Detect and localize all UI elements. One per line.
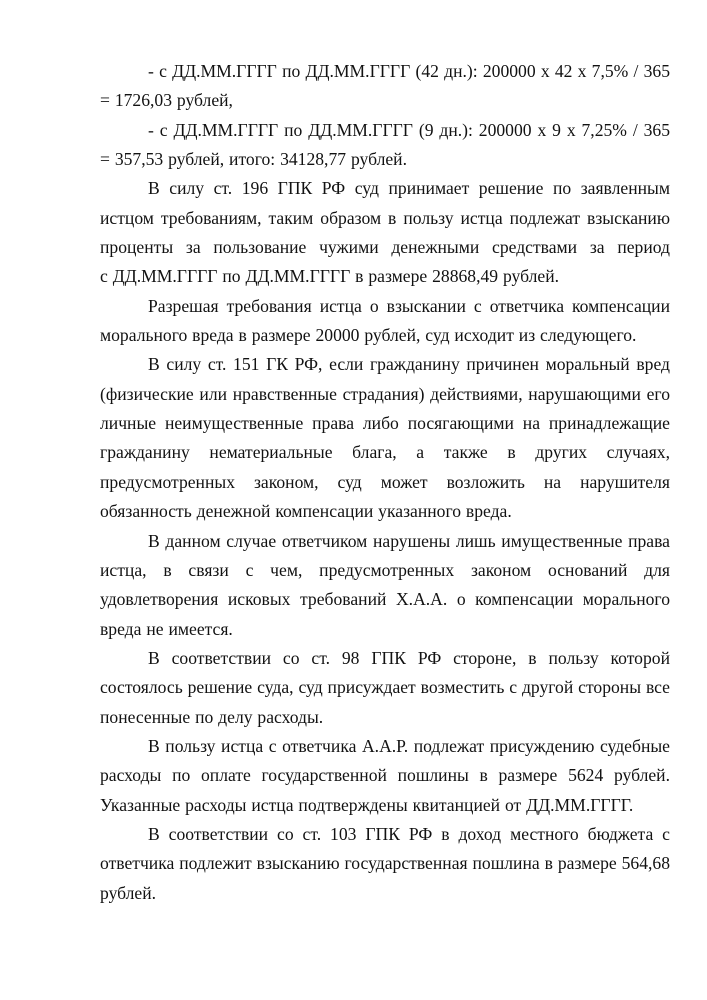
paragraph-interest-calc-42-days: - с ДД.ММ.ГГГГ по ДД.ММ.ГГГГ (42 дн.): 200000 х 42 х 7,5% / 365 = 1726,03 рублей, bbox=[100, 61, 670, 111]
paragraph-art-98-gpk: В соответствии со ст. 98 ГПК РФ стороне, в пользу которой состоялось решение суда, суд присуждает возместить с другой стороны все понесенные по делу расходы. bbox=[100, 647, 670, 727]
paragraph-moral-damages-claim: Разрешая требования истца о взыскании с ответчика компенсации морального вреда в размере 20000 рублей, суд исходит из следующего. bbox=[100, 295, 670, 346]
paragraph-court-fees-awarded: В пользу истца с ответчика А.А.Р. подлежат присуждению судебные расходы по оплате государственной пошлины в размере 5624 рублей. Указанные расходы истца подтверждены квитанцией от ДД.ММ.ГГГГ. bbox=[100, 735, 670, 815]
paragraph-moral-damages-denied: В данном случае ответчиком нарушены лишь имущественные права истца, в связи с чем, предусмотренных законом оснований для удовлетворения исковых требований Х.А.А. о компенсации морального вреда не имеется. bbox=[100, 530, 670, 639]
paragraph-interest-calc-9-days-total: - с ДД.ММ.ГГГГ по ДД.ММ.ГГГГ (9 дн.): 200000 х 9 х 7,25% / 365 = 357,53 рублей, итого: 34128,77 рублей. bbox=[100, 119, 670, 170]
document-text-block bbox=[100, 57, 670, 908]
paragraph-art-151-gk: В силу ст. 151 ГК РФ, если гражданину причинен моральный вред (физические или нравственные страдания) действиями, нарушающими его личные неимущественные права либо посягающими на принадлежащие гражданину нематериальные блага, а также в других случаях, предусмотренных законом, суд может возложить на нарушителя обязанность денежной компенсации указанного вреда. bbox=[100, 354, 670, 522]
paragraph-art-196-gpk: В силу ст. 196 ГПК РФ суд принимает решение по заявленным истцом требованиям, таким образом в пользу истца подлежат взысканию проценты за пользование чужими денежными средствами за период с ДД.ММ.ГГГГ по ДД.ММ.ГГГГ в размере 28868,49 рублей. bbox=[100, 178, 670, 287]
paragraph-art-103-gpk: В соответствии со ст. 103 ГПК РФ в доход местного бюджета с ответчика подлежит взысканию государственная пошлина в размере 564,68 рублей. bbox=[100, 823, 670, 903]
